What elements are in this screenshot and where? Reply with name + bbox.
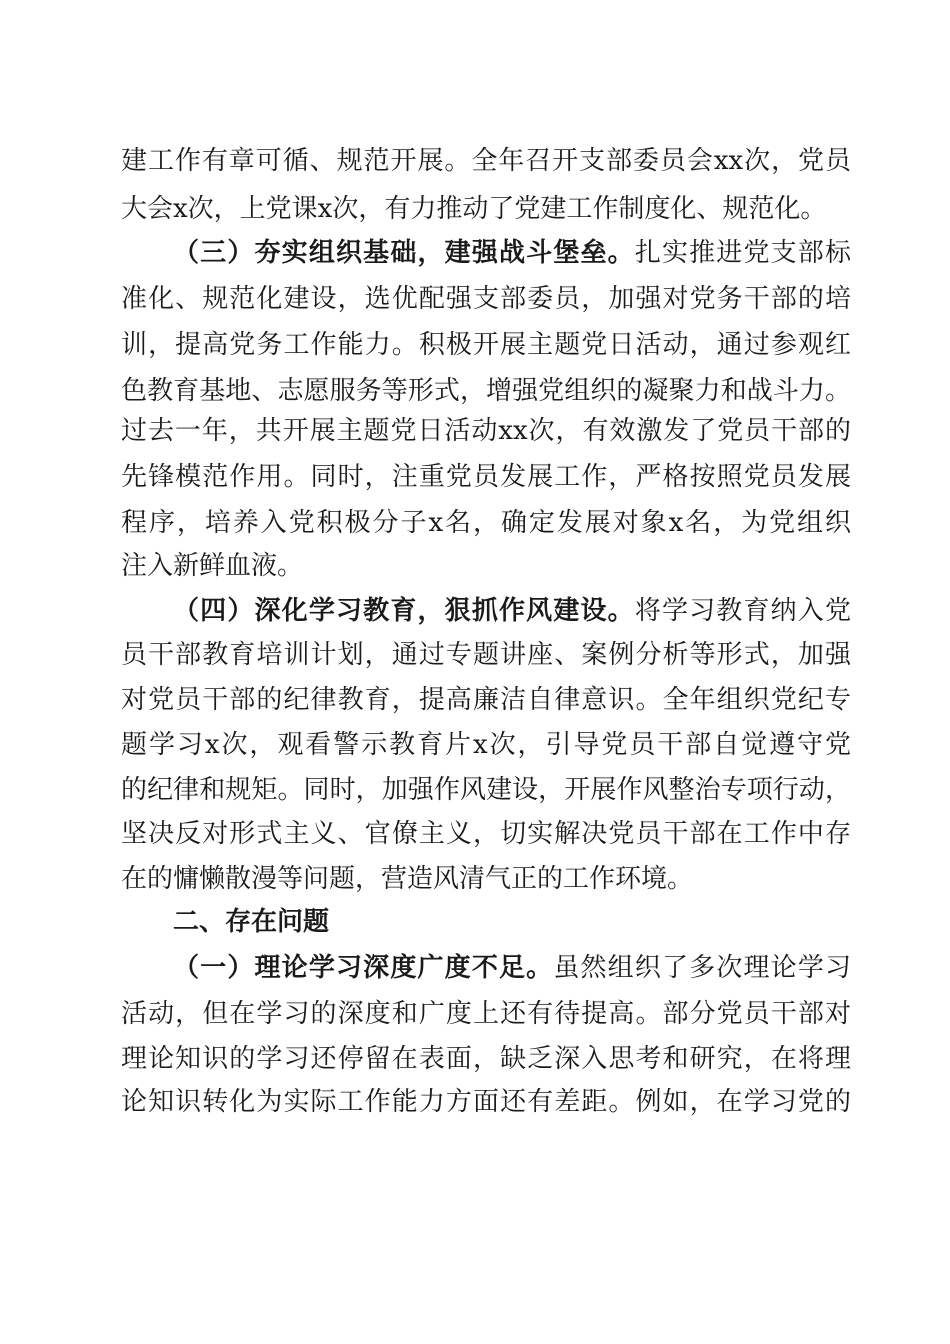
- paragraph-bold-lead: （三）夯实组织基础，建强战斗堡垒。: [173, 238, 635, 268]
- paragraph-text: 虽然组织了多次理论学习: [553, 953, 851, 983]
- paragraph-first-line: [173, 229, 851, 277]
- text-line: 大会x次，上党课x次，有力推动了党建工作制度化、规范化。: [121, 194, 827, 224]
- paragraph-first-line: [173, 944, 851, 992]
- text-line: 论知识转化为实际工作能力方面还有差距。例如，在学习党的: [121, 1087, 851, 1117]
- text-line: 题学习x次，观看警示教育片x次，引导党员干部自觉遵守党: [121, 730, 851, 760]
- paragraph-first-line: [173, 587, 851, 635]
- text-line: 对党员干部的纪律教育，提高廉洁自律意识。全年组织党纪专: [121, 685, 851, 715]
- paragraph-bold-lead: （一）理论学习深度广度不足。: [173, 953, 554, 983]
- paragraph-text: 扎实推进党支部标: [634, 238, 851, 268]
- paragraph-bold-lead: （四）深化学习教育，狠抓作风建设。: [173, 596, 635, 626]
- text-line: 色教育基地、志愿服务等形式，增强党组织的凝聚力和战斗力。: [121, 376, 851, 406]
- text-line: 建工作有章可循、规范开展。全年召开支部委员会xx次，党员: [121, 146, 851, 176]
- text-line: 坚决反对形式主义、官僚主义，切实解决党员干部在工作中存: [121, 819, 851, 849]
- text-line: 的纪律和规矩。同时，加强作风建设，开展作风整治专项行动，: [121, 775, 851, 805]
- section-heading: 二、存在问题: [173, 907, 330, 937]
- text-line: 训，提高党务工作能力。积极开展主题党日活动，通过参观红: [121, 330, 851, 360]
- text-line: 准化、规范化建设，选优配强支部委员，加强对党务干部的培: [121, 284, 851, 314]
- text-line: 理论知识的学习还停留在表面，缺乏深入思考和研究，在将理: [121, 1044, 851, 1074]
- text-line: 在的慵懒散漫等问题，营造风清气正的工作环境。: [121, 864, 694, 894]
- text-line: 注入新鲜血液。: [121, 551, 304, 581]
- text-line: 活动，但在学习的深度和广度上还有待提高。部分党员干部对: [121, 999, 851, 1029]
- text-line: 过去一年，共开展主题党日活动xx次，有效激发了党员干部的: [121, 416, 851, 446]
- text-line: 员干部教育培训计划，通过专题讲座、案例分析等形式，加强: [121, 640, 851, 670]
- text-line: 程序，培养入党积极分子x名，确定发展对象x名，为党组织: [121, 508, 851, 538]
- paragraph-text: 将学习教育纳入党: [634, 596, 851, 626]
- text-line: 先锋模范作用。同时，注重党员发展工作，严格按照党员发展: [121, 462, 851, 492]
